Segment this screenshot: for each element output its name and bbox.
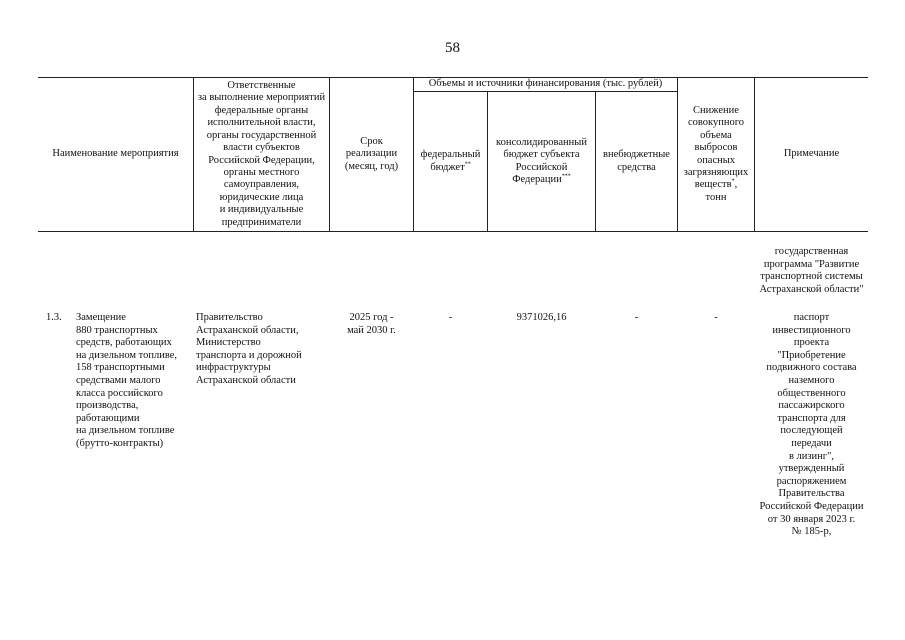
page-number: 58: [445, 40, 460, 56]
row-consolidated: 9371026,16: [516, 312, 567, 323]
carryover-note: государственная программа "Развитие транспортной системы Астраханской области": [759, 246, 864, 295]
header-financing-group: [414, 78, 677, 91]
header-note-text: Примечание: [783, 148, 840, 160]
header-reduction-footnote-mark: *: [731, 178, 735, 185]
row-federal: -: [448, 312, 453, 323]
header-responsible-text: Ответственные за выполнение мероприятий федеральные органы исполнительной власти, органы государственной власти субъектов Российской Федерации, органы местного самоуправления, юридические лица и индивидуальные предприниматели: [197, 80, 326, 228]
header-federal: [414, 92, 487, 231]
header-reduction-unit: , тонн: [705, 179, 738, 203]
header-term-text: Срок реализации (месяц, год): [344, 135, 399, 172]
header-consolidated: [488, 92, 595, 231]
header-consolidated-label: [496, 137, 587, 187]
header-term: [330, 78, 413, 231]
header-federal-label: [421, 149, 481, 174]
row-responsible: Правительство Астраханской области, Министерство транспорта и дорожной инфраструктуры Астраханской области: [196, 312, 302, 386]
header-reduction-text: Снижение совокупного объема выбросов опасных загрязняющих веществ: [683, 104, 749, 191]
header-reduction: [678, 78, 754, 231]
header-note: [755, 78, 868, 231]
header-federal-footnote-mark: **: [464, 161, 471, 167]
header-consolidated-text: консолидированный бюджет субъекта Российской Федерации: [496, 136, 587, 185]
row-extrabudget: -: [634, 312, 639, 323]
header-name-text: Наименование мероприятия: [52, 148, 179, 160]
header-financing-group-text: Объемы и источники финансирования (тыс. рублей): [428, 78, 663, 90]
table-header-bottom-border: [38, 231, 868, 232]
row-reduction: -: [714, 312, 718, 323]
row-note: паспорт инвестиционного проекта "Приобретение подвижного состава наземного общественного пассажирского транспорта для последующей передачи в лизинг", утвержденный распоряжением Правительства Российской Федерации от 30 января 2023 г. № 185-р,: [759, 312, 864, 538]
row-term: 2025 год - май 2030 г.: [347, 312, 396, 336]
row-number: 1.3.: [46, 312, 62, 323]
row-name: Замещение 880 транспортных средств, работающих на дизельном топливе, 158 транспортными средствами малого класса российского производства, работающими на дизельном топливе (брутто-контракты): [76, 312, 178, 449]
header-reduction-label: [684, 105, 749, 204]
header-consolidated-footnote-mark: ***: [561, 173, 571, 180]
header-extrabudget-text: внебюджетные средства: [603, 149, 670, 173]
header-federal-text: федеральный бюджет: [420, 149, 481, 173]
header-extrabudget: [596, 92, 677, 231]
header-responsible: [194, 78, 329, 231]
header-name: [38, 78, 193, 231]
